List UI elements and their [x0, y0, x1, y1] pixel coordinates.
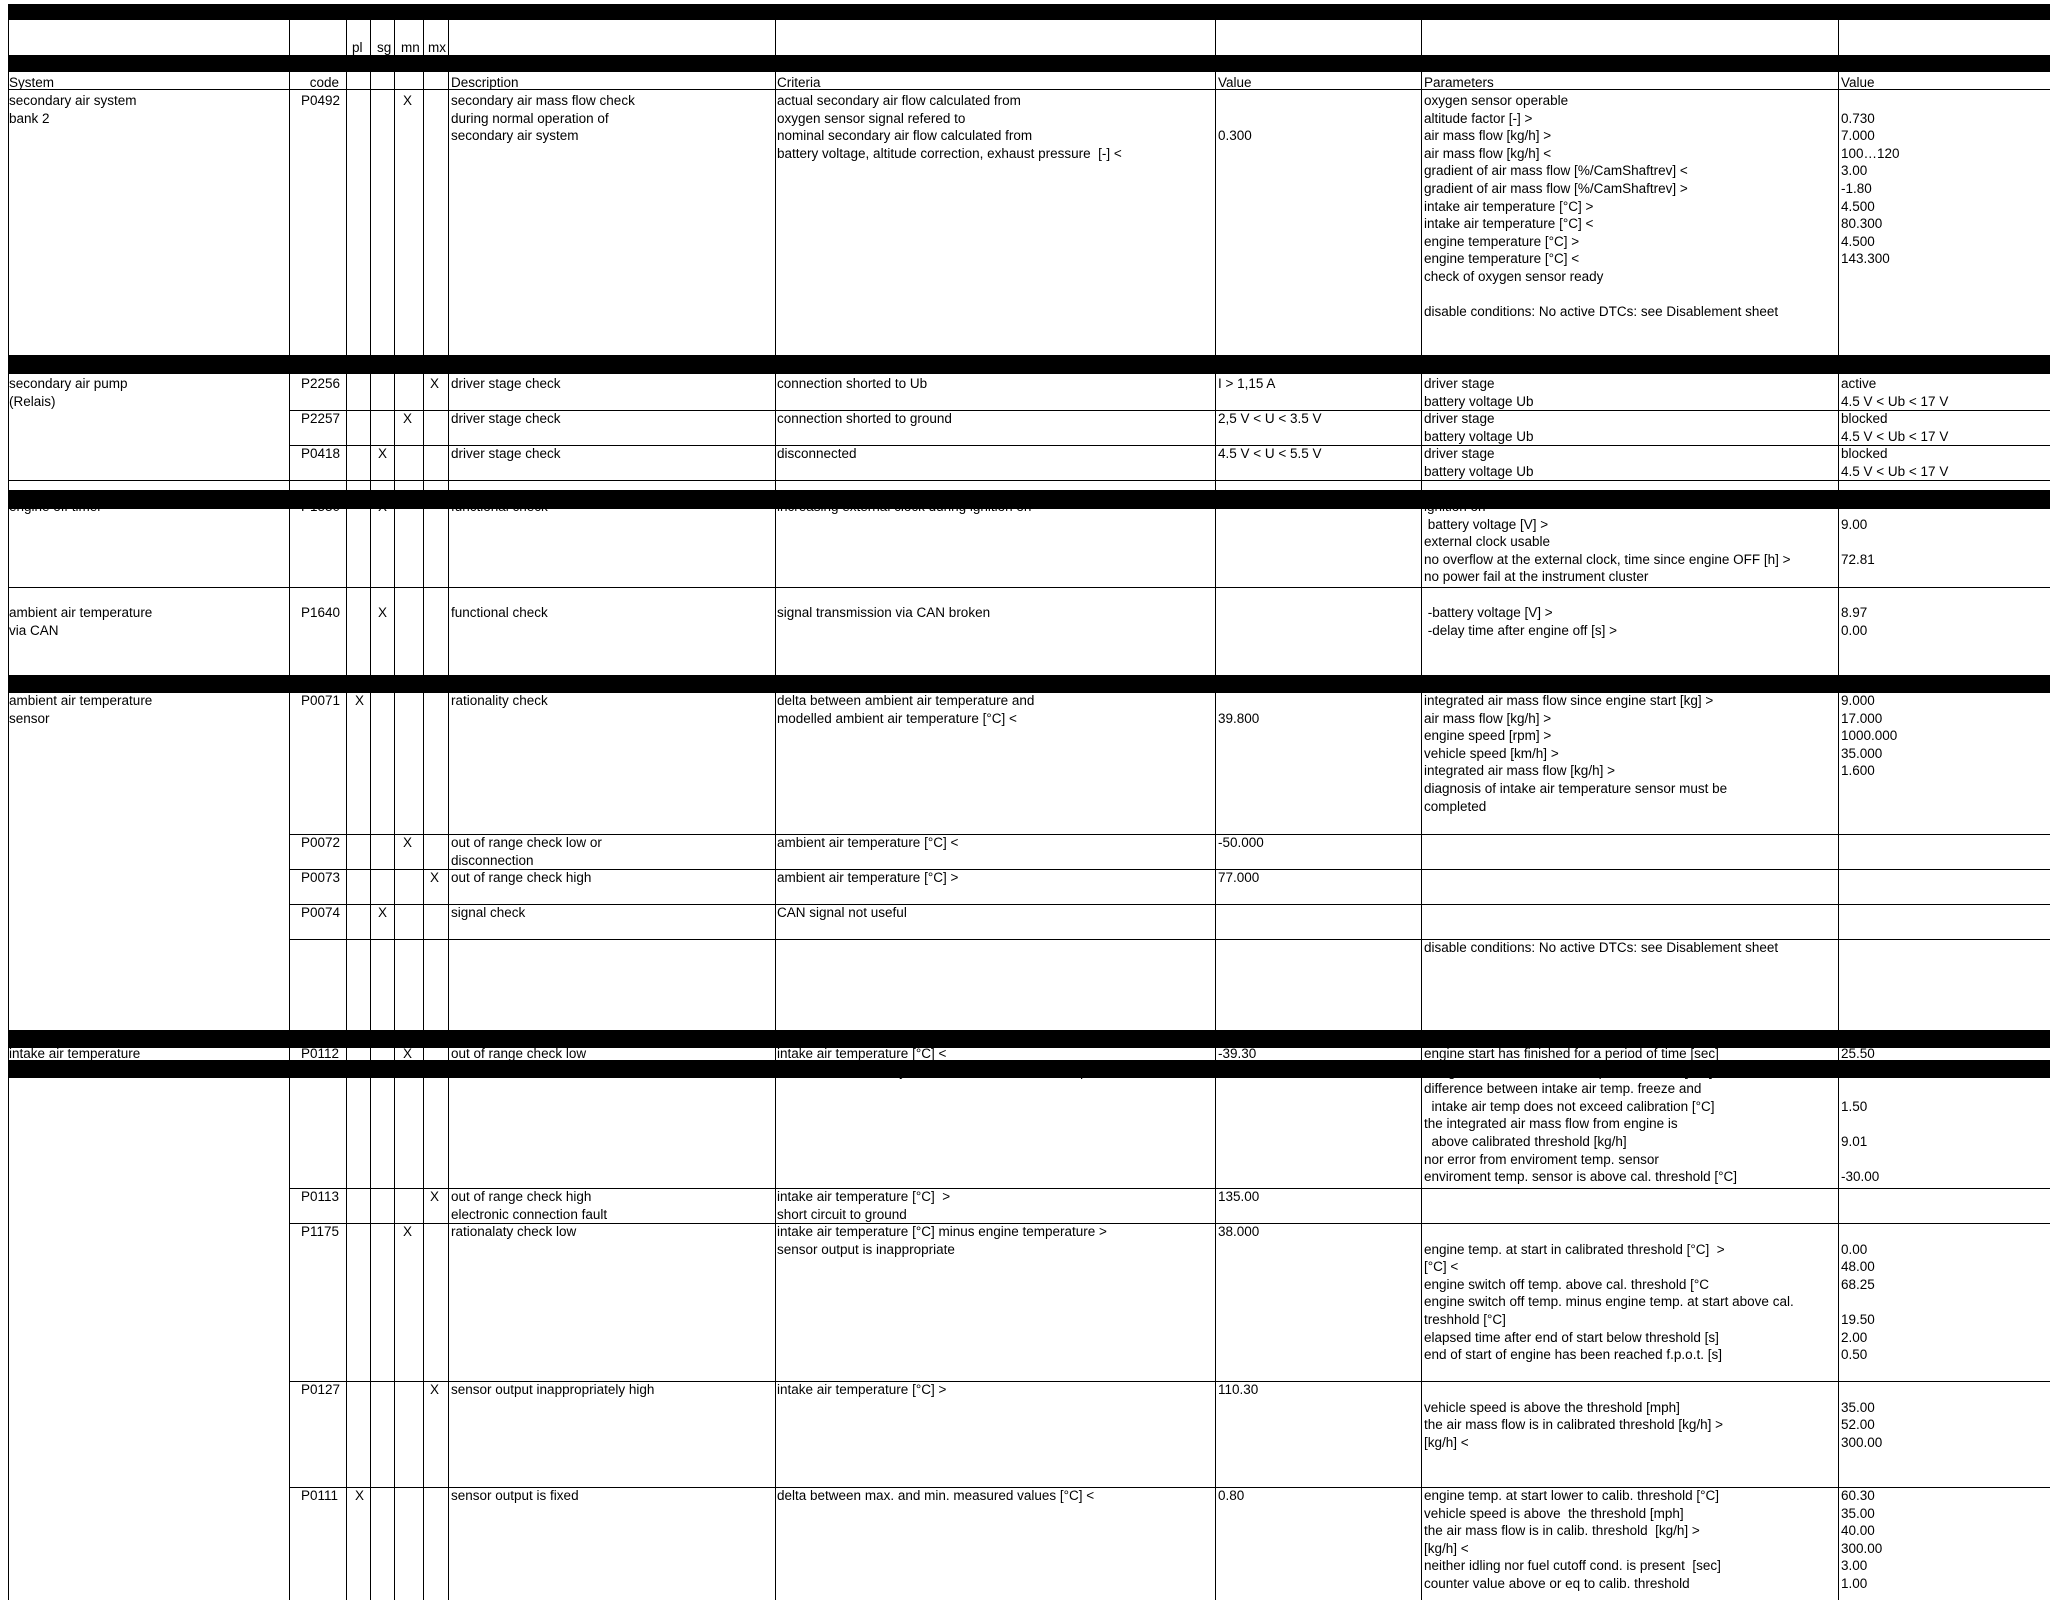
enable-condition-value: 35.00	[1841, 1505, 1875, 1521]
mil-mark-mx: X	[430, 1382, 440, 1397]
mil-mark-pl: X	[355, 693, 365, 708]
column-divider	[448, 4, 449, 1600]
column-divider	[423, 4, 424, 1600]
secondary-parameter: battery voltage Ub	[1424, 393, 1534, 409]
secondary-parameter: engine temp. at start lower to calib. threshold [°C]	[1424, 1488, 1720, 1503]
monitor-strategy-text: driver stage check	[451, 411, 561, 426]
enable-condition-value: 35.00	[1841, 1399, 1875, 1415]
monitor-strategy-text: electronic connection fault	[451, 1063, 608, 1079]
monitor-strategy-text: secondary air system	[451, 128, 579, 144]
malfunction-criteria-text: short circuit to ground	[777, 1206, 907, 1222]
fault-code: P0127	[301, 1382, 341, 1397]
component-system-label: sensor	[9, 710, 50, 726]
monitor-strategy-text: electronic connection fault	[451, 1206, 608, 1222]
malfunction-criteria-text: nominal secondary air flow calculated from	[777, 128, 1033, 144]
header-enable-conditions: Enable Conditions Value	[1841, 57, 1951, 90]
secondary-parameter: vehicle speed is above the threshold [mph]	[1424, 1505, 1684, 1521]
enable-condition-value: -30.00	[1841, 1169, 1880, 1185]
secondary-parameter: external clock usable	[1424, 534, 1551, 550]
mil-mark-sg: X	[378, 905, 388, 920]
secondary-parameter: gradient of air mass flow [%/CamShaftrev] <	[1424, 163, 1688, 179]
fault-code: P0492	[301, 93, 341, 108]
header-malfunction-criteria: Malfunction Criteria	[777, 57, 847, 90]
fault-code: P0074	[301, 905, 341, 920]
component-system-label: (Relais)	[9, 393, 56, 409]
secondary-parameter: intake air temperature [°C] >	[1424, 198, 1594, 214]
malfunction-criteria-text: ambient air temperature [°C] <	[777, 835, 959, 850]
monitor-strategy-text: during normal operation of	[451, 110, 609, 126]
fault-code: P0073	[301, 870, 341, 885]
mil-mark-sg: X	[378, 499, 388, 514]
secondary-parameter: vehicle speed is above the threshold [mph]	[1424, 1399, 1680, 1415]
header-secondary-parameters: Secondary Parameters	[1424, 57, 1494, 90]
enable-condition-value: 4.5 V < Ub < 17 V	[1841, 463, 1949, 479]
enable-condition-value: 100…120	[1841, 145, 1900, 161]
secondary-parameter: counter value above or eq to calib. threshold	[1424, 1576, 1690, 1591]
malfunction-criteria-text: connection shorted to ground	[777, 411, 952, 426]
secondary-parameter: air mass flow [kg/h] <	[1424, 145, 1552, 161]
mil-mark-mn: X	[403, 93, 413, 108]
secondary-parameter: check of oxygen sensor ready	[1424, 269, 1604, 284]
secondary-parameter: [kg/h] <	[1424, 1434, 1469, 1450]
column-divider	[1215, 4, 1216, 1600]
malfunction-criteria-text: ambient air temperature [°C] >	[777, 870, 959, 885]
enable-condition-value: 1.600	[1841, 763, 1875, 779]
mil-mark-sg: X	[378, 446, 388, 461]
secondary-parameter: no power fail at the instrument cluster	[1424, 569, 1649, 585]
malfunction-criteria-text: sensor output is inappropriate	[777, 1241, 955, 1257]
enable-condition-value: active	[1841, 376, 1877, 391]
monitor-strategy-text: driver stage check	[451, 446, 561, 461]
enable-condition-value: 40.00	[1841, 1523, 1875, 1539]
secondary-parameter: vehicle speed [km/h] >	[1424, 745, 1559, 761]
enable-condition-value: 2.00	[1841, 1329, 1868, 1345]
threshold-value: 0.80	[1218, 1488, 1245, 1503]
threshold-value: 38.000	[1218, 1224, 1260, 1239]
column-divider	[346, 4, 347, 1600]
enable-condition-value: 3.00	[1841, 1558, 1868, 1574]
secondary-parameter: ignition on	[1424, 499, 1486, 514]
header-fault-code: Fault code	[308, 57, 339, 90]
header-top-band	[8, 4, 2050, 20]
monitor-strategy-text: rationalaty check low	[451, 1224, 577, 1239]
malfunction-criteria-text: disconnected	[777, 446, 857, 461]
threshold-value: 4.5 V < U < 5.5 V	[1218, 446, 1322, 461]
secondary-parameter: engine start has finished for a period of time [sec]	[1424, 1046, 1719, 1061]
component-system-label: engine off timer	[9, 499, 102, 514]
secondary-parameter: difference between intake air temp. freeze and	[1424, 1081, 1702, 1097]
row-divider	[8, 480, 2050, 481]
secondary-parameter: enviroment temp. sensor is above cal. threshold [°C]	[1424, 1169, 1738, 1185]
enable-condition-value: -1.80	[1841, 181, 1872, 196]
component-system-label: bank 2	[9, 110, 50, 126]
secondary-parameter: intake air temp does not exceed calibration [°C]	[1424, 1098, 1715, 1114]
enable-condition-value: 35.000	[1841, 745, 1883, 761]
monitor-strategy-text: out of range check high	[451, 870, 592, 885]
malfunction-criteria-text: delta between ambient air temperature and	[777, 693, 1035, 708]
malfunction-criteria-text: actual secondary air flow calculated from	[777, 93, 1021, 108]
secondary-parameter: battery voltage [V] >	[1424, 516, 1549, 532]
monitor-strategy-text: disconnection	[451, 852, 534, 868]
header-mn: mn	[401, 40, 420, 55]
monitor-strategy-text: out of range check low	[451, 1046, 587, 1061]
enable-condition-value: 1.00	[1841, 1576, 1868, 1591]
secondary-parameter: gradient of air mass flow [%/CamShaftrev] >	[1424, 181, 1688, 196]
enable-condition-value: blocked	[1841, 411, 1888, 426]
row-divider	[289, 904, 2050, 905]
secondary-parameter: engine temp. at start in calibrated threshold [°C] >	[1424, 1241, 1725, 1257]
monitor-strategy-text: rationality check	[451, 693, 548, 708]
enable-condition-value: 68.25	[1841, 1276, 1875, 1292]
fault-code: P1175	[301, 1224, 340, 1239]
monitor-strategy-text: functional check	[451, 605, 548, 620]
secondary-parameter: integrated air mass flow since engine start [kg] >	[1424, 693, 1714, 708]
secondary-parameter: the air mass flow is in calib. threshold [kg/h] >	[1424, 1523, 1700, 1539]
threshold-value: 135.00	[1218, 1189, 1260, 1204]
enable-condition-value: 52.00	[1841, 1417, 1875, 1433]
enable-condition-value: 9.000	[1841, 693, 1875, 708]
enable-condition-value: 9.01	[1841, 1134, 1868, 1149]
secondary-parameter: disable conditions: No active DTCs: see Disablement sheet	[1424, 304, 1779, 320]
column-divider	[370, 4, 371, 1600]
secondary-parameter: the air mass flow is in calibrated threshold [kg/h] >	[1424, 1417, 1724, 1433]
malfunction-criteria-text: CAN signal not useful	[777, 905, 907, 920]
monitor-strategy-text: out of range check high	[451, 1189, 592, 1204]
secondary-parameter: altitude factor [-] >	[1424, 110, 1533, 126]
fault-code: P0071	[301, 693, 341, 708]
header-sg: sg	[377, 40, 392, 55]
malfunction-criteria-text: oxygen sensor signal refered to	[777, 110, 966, 126]
enable-condition-value: 8.97	[1841, 605, 1868, 620]
fault-code: P1530	[301, 499, 341, 514]
mil-mark-mx: X	[430, 1189, 440, 1204]
threshold-value: -39.30	[1218, 1046, 1257, 1061]
monitor-strategy-text: sensor output is fixed	[451, 1488, 579, 1503]
enable-condition-value: 0.00	[1841, 1241, 1868, 1257]
mil-mark-mn: X	[403, 835, 413, 850]
threshold-value: I > 1,15 A	[1218, 376, 1276, 391]
fault-code: P0112	[301, 1046, 340, 1061]
header-pl: pl	[352, 40, 363, 55]
secondary-parameter: elapsed time after end of start below threshold [s]	[1424, 1329, 1719, 1345]
malfunction-criteria-text: intake air temperature [°C] <	[777, 1046, 947, 1061]
fault-code: P0418	[301, 446, 341, 461]
header-component: Component/ System	[9, 57, 83, 90]
column-divider	[8, 4, 9, 1600]
component-system-label: ambient air temperature	[9, 693, 153, 708]
secondary-parameter: nor error from enviroment temp. sensor	[1424, 1151, 1659, 1167]
secondary-parameter: above calibrated threshold [kg/h]	[1424, 1134, 1627, 1149]
secondary-parameter: -delay time after engine off [s] >	[1424, 622, 1617, 638]
enable-condition-value: 1000.000	[1841, 728, 1898, 744]
enable-condition-value: 3.00	[1841, 1063, 1868, 1079]
secondary-parameter: driver stage	[1424, 446, 1495, 461]
enable-condition-value: 9.00	[1841, 516, 1868, 532]
enable-condition-value: 72.81	[1841, 551, 1875, 567]
header-threshold-value: Threshold Value	[1218, 57, 1279, 90]
enable-condition-value: 4.5 V < Ub < 17 V	[1841, 393, 1949, 409]
enable-condition-value: 143.300	[1841, 251, 1890, 267]
secondary-parameter: engine speed [rpm] >	[1424, 728, 1552, 744]
enable-condition-value: 1.50	[1841, 1098, 1868, 1114]
secondary-parameter: oxygen sensor operable	[1424, 93, 1569, 108]
enable-condition-value: 19.50	[1841, 1312, 1875, 1327]
malfunction-criteria-text: increasing external clock during ignition on	[777, 499, 1032, 514]
malfunction-criteria-text: intake air temperature [°C] >	[777, 1189, 951, 1204]
enable-condition-value: 4.500	[1841, 198, 1875, 214]
secondary-parameter: idling wihtout fuel cutoff for a period of time [sec]	[1424, 1063, 1713, 1079]
mil-mark-mn: X	[403, 411, 413, 426]
malfunction-criteria-text: modelled ambient air temperature [°C] <	[777, 710, 1017, 726]
row-divider	[8, 587, 2050, 588]
column-divider	[1838, 4, 1839, 1600]
enable-condition-value: 17.000	[1841, 710, 1883, 726]
fault-code: P2257	[301, 411, 341, 426]
column-divider	[289, 4, 290, 1600]
secondary-parameter: engine switch off temp. above cal. threshold [°C	[1424, 1276, 1710, 1292]
enable-condition-value: 80.300	[1841, 216, 1883, 232]
header-monitor-strategy: Monitor Strategy Description	[451, 57, 551, 90]
malfunction-criteria-text: intake air temperature [°C] minus engine temperature >	[777, 1224, 1107, 1239]
malfunction-criteria-text: delta between max. and min. measured values [°C] <	[777, 1488, 1095, 1503]
monitor-strategy-text: out of range check low or	[451, 835, 602, 850]
secondary-parameter: -battery voltage [V] >	[1424, 605, 1553, 620]
enable-condition-value: 60.30	[1841, 1488, 1875, 1503]
threshold-value: -50.000	[1218, 835, 1264, 850]
component-system-label: secondary air system	[9, 93, 137, 108]
secondary-parameter: air mass flow [kg/h] >	[1424, 128, 1552, 144]
monitor-strategy-text: sensor output inappropriately high	[451, 1382, 655, 1397]
monitor-strategy-text: signal check	[451, 905, 526, 920]
mil-mark-sg: X	[378, 605, 388, 620]
section-band	[8, 675, 2050, 693]
enable-condition-value: 300.00	[1841, 1434, 1883, 1450]
secondary-parameter: intake air temperature [°C] <	[1424, 216, 1594, 232]
fault-code: P0072	[301, 835, 341, 850]
threshold-value: 0.300	[1218, 128, 1252, 144]
component-system-label: via CAN	[9, 622, 59, 638]
fault-code: P1640	[301, 605, 341, 620]
mil-mark-mn: X	[403, 1224, 413, 1239]
enable-condition-value: 48.00	[1841, 1259, 1875, 1275]
secondary-parameter: [°C] <	[1424, 1259, 1459, 1275]
secondary-parameter: engine temperature [°C] <	[1424, 251, 1580, 267]
enable-condition-value: 4.500	[1841, 233, 1875, 249]
secondary-parameter: no overflow at the external clock, time since engine OFF [h] >	[1424, 551, 1791, 567]
enable-condition-value: 300.00	[1841, 1540, 1883, 1556]
enable-condition-value: blocked	[1841, 446, 1888, 461]
fault-code: P0113	[301, 1189, 340, 1204]
threshold-value: 77.000	[1218, 870, 1260, 885]
threshold-value: 2,5 V < U < 3.5 V	[1218, 411, 1322, 426]
secondary-parameter: air mass flow [kg/h] >	[1424, 710, 1552, 726]
component-system-label: secondary air pump	[9, 376, 128, 391]
malfunction-criteria-text: intake air temperature [°C] >	[777, 1382, 947, 1397]
enable-condition-value: 7.000	[1841, 128, 1875, 144]
secondary-parameter: end of start of engine has been reached f.p.o.t. [s]	[1424, 1347, 1722, 1363]
enable-condition-value: 4.5 V < Ub < 17 V	[1841, 428, 1949, 444]
malfunction-criteria-text: battery voltage, altitude correction, exhaust pressure [-] <	[777, 145, 1122, 161]
enable-condition-value: 25.50	[1841, 1046, 1875, 1061]
secondary-parameter: [kg/h] <	[1424, 1540, 1469, 1556]
secondary-parameter: battery voltage Ub	[1424, 463, 1534, 479]
monitor-strategy-text: secondary air mass flow check	[451, 93, 635, 108]
secondary-parameter: the integrated air mass flow from engine is	[1424, 1116, 1678, 1132]
threshold-value: 39.800	[1218, 710, 1260, 726]
enable-condition-value: 0.50	[1841, 1347, 1868, 1363]
enable-condition-value: 0.00	[1841, 622, 1868, 638]
secondary-parameter: battery voltage Ub	[1424, 428, 1534, 444]
secondary-parameter: neither idling nor fuel cutoff cond. is present [sec]	[1424, 1558, 1721, 1574]
secondary-parameter: driver stage	[1424, 376, 1495, 391]
malfunction-criteria-text: short circuit to battery / lines broken or wire interruption	[777, 1063, 1110, 1079]
monitor-strategy-text: driver stage check	[451, 376, 561, 391]
fault-code: P2256	[301, 376, 341, 391]
threshold-value: 110.30	[1218, 1382, 1259, 1397]
malfunction-criteria-text: signal transmission via CAN broken	[777, 605, 991, 620]
section-band	[8, 355, 2050, 374]
column-divider	[394, 4, 395, 1600]
mil-mark-mx: X	[430, 376, 440, 391]
fault-code: P0111	[301, 1488, 339, 1503]
mil-mark-mx: X	[430, 870, 440, 885]
secondary-parameter: treshhold [°C]	[1424, 1312, 1506, 1327]
secondary-parameter: driver stage	[1424, 411, 1495, 426]
secondary-parameter: engine switch off temp. minus engine temp. at start above cal.	[1424, 1294, 1794, 1310]
secondary-parameter: integrated air mass flow [kg/h] >	[1424, 763, 1615, 779]
enable-condition-value: 0.730	[1841, 110, 1875, 126]
component-system-label: sensor	[9, 1063, 50, 1079]
secondary-parameter: disable conditions: No active DTCs: see Disablement sheet	[1424, 940, 1779, 955]
header-mx: mx	[428, 40, 446, 55]
component-system-label: intake air temperature	[9, 1046, 141, 1061]
secondary-parameter: engine temperature [°C] >	[1424, 233, 1580, 249]
column-divider	[1421, 4, 1422, 1600]
mil-mark-mn: X	[403, 1046, 413, 1061]
enable-condition-value: 3.00	[1841, 163, 1868, 179]
malfunction-criteria-text: connection shorted to Ub	[777, 376, 928, 391]
mil-mark-pl: X	[355, 1488, 365, 1503]
secondary-parameter: diagnosis of intake air temperature sensor must be	[1424, 781, 1728, 796]
component-system-label: ambient air temperature	[9, 605, 153, 620]
monitor-strategy-text: functional check	[451, 499, 548, 514]
secondary-parameter: completed	[1424, 798, 1487, 814]
column-divider	[775, 4, 776, 1600]
row-divider	[289, 939, 2050, 940]
